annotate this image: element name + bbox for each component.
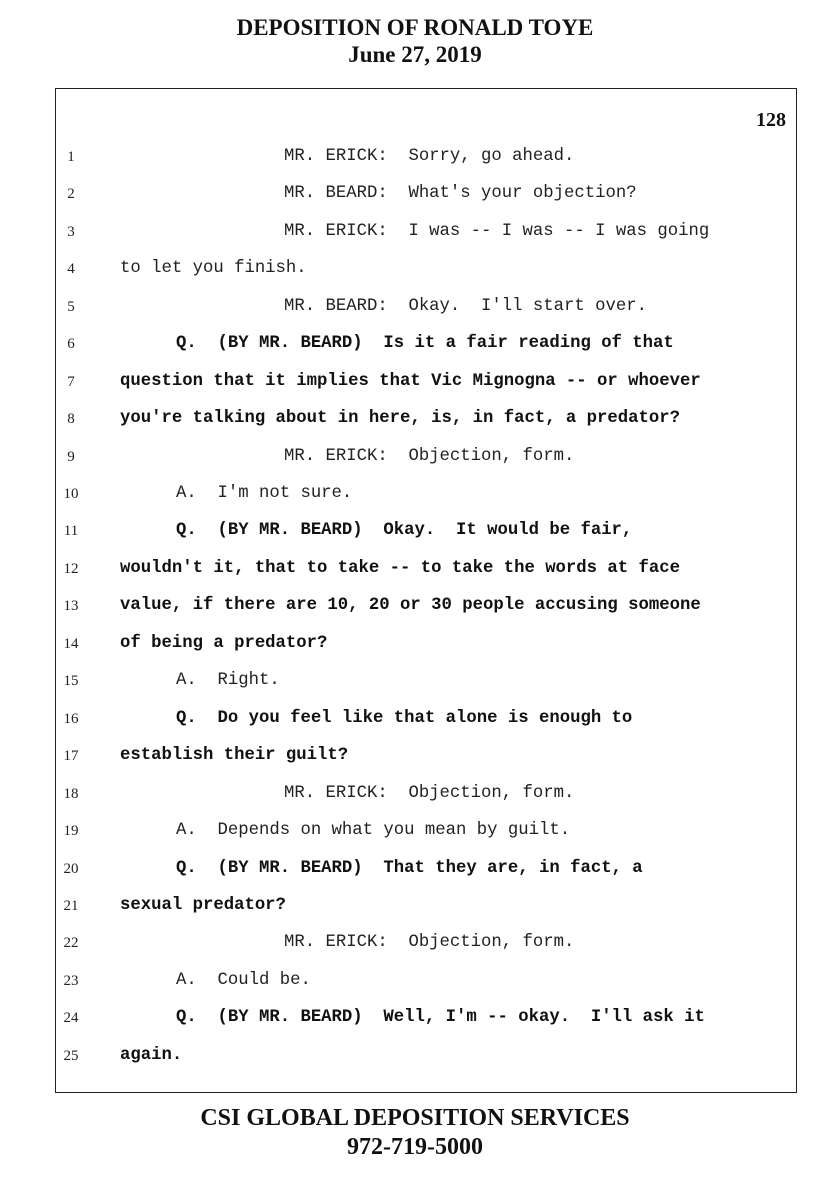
line-number: 12 <box>63 561 79 577</box>
line-number: 2 <box>67 186 75 202</box>
line-number: 8 <box>67 411 75 427</box>
transcript-line: A. I'm not sure. <box>176 484 353 503</box>
line-number: 10 <box>63 486 79 502</box>
line-number: 19 <box>63 823 79 839</box>
transcript-line: establish their guilt? <box>120 746 349 765</box>
transcript-line: MR. ERICK: Objection, form. <box>284 933 575 952</box>
line-number: 7 <box>67 374 75 390</box>
transcript-line: Q. (BY MR. BEARD) Okay. It would be fair, <box>176 521 633 540</box>
transcript-line: MR. ERICK: Objection, form. <box>284 784 575 803</box>
line-number: 21 <box>63 898 79 914</box>
line-number: 5 <box>67 299 75 315</box>
document-header <box>0 14 830 68</box>
line-number: 20 <box>63 861 79 877</box>
transcript-line: A. Right. <box>176 671 280 690</box>
transcript-line: Q. (BY MR. BEARD) Well, I'm -- okay. I'll ask it <box>176 1008 705 1027</box>
transcript-line: of being a predator? <box>120 634 328 653</box>
line-number: 11 <box>63 523 79 539</box>
transcript-page <box>55 88 797 1093</box>
transcript-line: Q. (BY MR. BEARD) That they are, in fact, a <box>176 859 643 878</box>
transcript-line: MR. BEARD: What's your objection? <box>284 184 637 203</box>
page-number: 128 <box>756 109 786 131</box>
transcript-line: MR. BEARD: Okay. I'll start over. <box>284 297 647 316</box>
line-number: 6 <box>67 336 75 352</box>
transcript-line: you're talking about in here, is, in fact, a predator? <box>120 409 681 428</box>
line-number: 16 <box>63 711 79 727</box>
line-number: 14 <box>63 636 79 652</box>
line-number: 22 <box>63 935 79 951</box>
line-number: 4 <box>67 261 75 277</box>
transcript-line: question that it implies that Vic Mignogna -- or whoever <box>120 372 701 391</box>
transcript-line: MR. ERICK: I was -- I was -- I was going <box>284 222 710 241</box>
deposition-date: June 27, 2019 <box>348 42 482 67</box>
transcript-line: Q. (BY MR. BEARD) Is it a fair reading of that <box>176 334 674 353</box>
transcript-line: Q. Do you feel like that alone is enough to <box>176 709 633 728</box>
transcript-line: wouldn't it, that to take -- to take the words at face <box>120 559 681 578</box>
transcript-line: MR. ERICK: Objection, form. <box>284 447 575 466</box>
line-number: 3 <box>67 224 75 240</box>
line-number: 13 <box>63 598 79 614</box>
transcript-line: MR. ERICK: Sorry, go ahead. <box>284 147 575 166</box>
transcript-line: A. Could be. <box>176 971 311 990</box>
deposition-title: DEPOSITION OF RONALD TOYE <box>236 15 594 40</box>
line-number: 23 <box>63 973 79 989</box>
line-number: 25 <box>63 1048 79 1064</box>
document-footer <box>0 1104 830 1162</box>
line-number: 24 <box>63 1010 79 1026</box>
line-number: 18 <box>63 786 79 802</box>
line-number: 17 <box>63 748 79 764</box>
transcript-line: to let you finish. <box>120 259 307 278</box>
transcript-line: A. Depends on what you mean by guilt. <box>176 821 571 840</box>
line-number: 1 <box>67 149 75 165</box>
transcript-line: again. <box>120 1046 183 1065</box>
transcript-line: value, if there are 10, 20 or 30 people accusing someone <box>120 596 701 615</box>
company-phone: 972-719-5000 <box>347 1134 483 1160</box>
reporting-company: CSI GLOBAL DEPOSITION SERVICES <box>200 1105 630 1131</box>
transcript-line: sexual predator? <box>120 896 286 915</box>
line-number: 9 <box>67 449 75 465</box>
line-number: 15 <box>63 673 79 689</box>
